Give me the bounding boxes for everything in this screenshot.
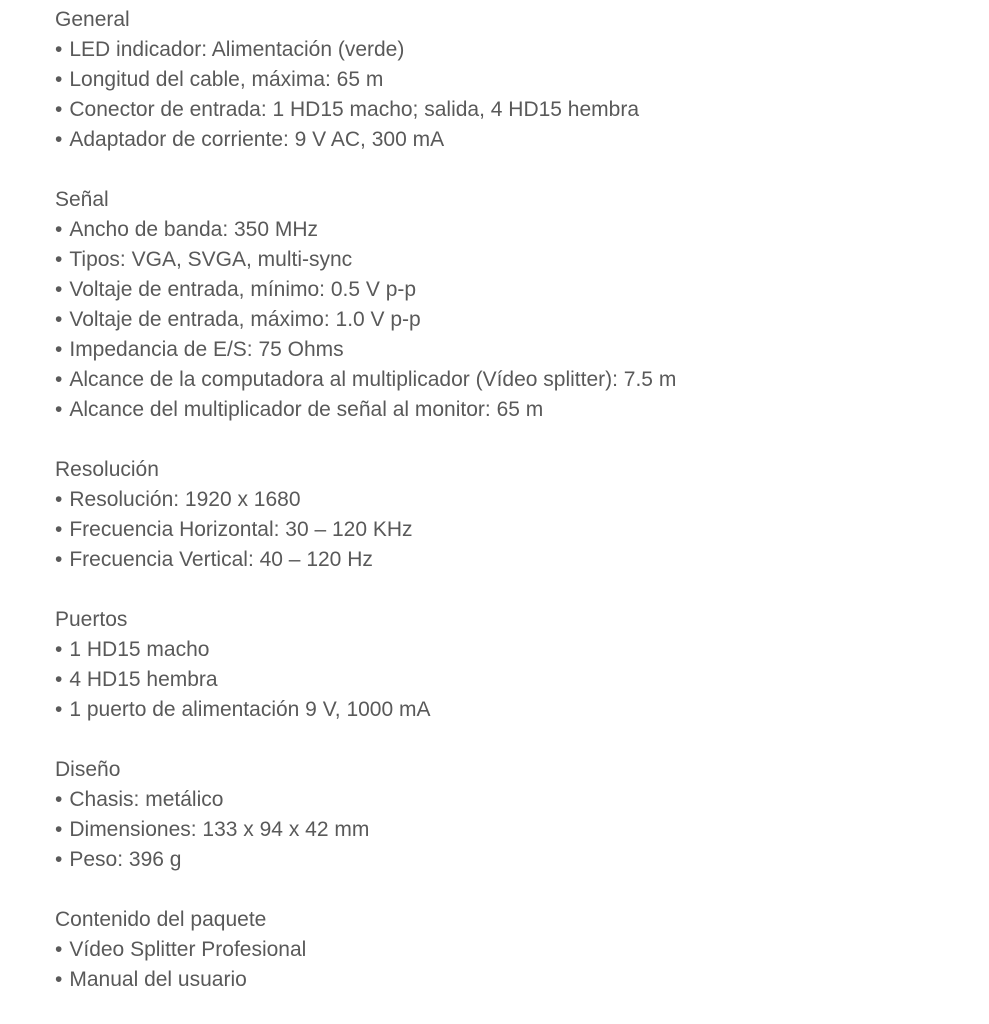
spec-item	[55, 35, 969, 65]
spec-section	[55, 455, 969, 575]
bullet-icon: •	[55, 248, 63, 271]
section-title: Resolución	[55, 458, 159, 481]
spec-item-text: Manual del usuario	[69, 968, 247, 991]
spec-item	[55, 395, 969, 425]
spec-item	[55, 935, 969, 965]
bullet-icon: •	[55, 818, 63, 841]
spec-item	[55, 785, 969, 815]
spec-item-text: Resolución: 1920 x 1680	[69, 488, 301, 511]
bullet-icon: •	[55, 638, 63, 661]
spec-item-text: Tipos: VGA, SVGA, multi-sync	[69, 248, 353, 271]
bullet-icon: •	[55, 278, 63, 301]
spec-item-text: Frecuencia Vertical: 40 – 120 Hz	[69, 548, 373, 571]
bullet-icon: •	[55, 308, 63, 331]
spec-item	[55, 125, 969, 155]
spec-item-text: Frecuencia Horizontal: 30 – 120 KHz	[69, 518, 413, 541]
spec-section	[55, 905, 969, 995]
spec-section	[55, 755, 969, 875]
spec-item-text: 4 HD15 hembra	[69, 668, 218, 691]
spec-item	[55, 305, 969, 335]
spec-section	[55, 5, 969, 155]
section-title: Puertos	[55, 608, 128, 631]
section-title: Diseño	[55, 758, 121, 781]
spec-item	[55, 485, 969, 515]
spec-item	[55, 635, 969, 665]
spec-item-text: Chasis: metálico	[69, 788, 224, 811]
spec-item	[55, 275, 969, 305]
spec-item	[55, 65, 969, 95]
bullet-icon: •	[55, 68, 63, 91]
bullet-icon: •	[55, 368, 63, 391]
spec-item-text: Voltaje de entrada, mínimo: 0.5 V p-p	[69, 278, 417, 301]
spec-item-text: Adaptador de corriente: 9 V AC, 300 mA	[69, 128, 445, 151]
bullet-icon: •	[55, 518, 63, 541]
spec-item	[55, 965, 969, 995]
spec-item-text: Impedancia de E/S: 75 Ohms	[69, 338, 344, 361]
bullet-icon: •	[55, 488, 63, 511]
bullet-icon: •	[55, 218, 63, 241]
bullet-icon: •	[55, 338, 63, 361]
section-title: Señal	[55, 188, 109, 211]
bullet-icon: •	[55, 968, 63, 991]
spec-item-text: 1 HD15 macho	[69, 638, 210, 661]
spec-item	[55, 245, 969, 275]
bullet-icon: •	[55, 938, 63, 961]
bullet-icon: •	[55, 668, 63, 691]
spec-item	[55, 665, 969, 695]
bullet-icon: •	[55, 128, 63, 151]
spec-item	[55, 215, 969, 245]
bullet-icon: •	[55, 788, 63, 811]
spec-section	[55, 605, 969, 725]
spec-item	[55, 695, 969, 725]
section-title: Contenido del paquete	[55, 908, 267, 931]
spec-item-text: 1 puerto de alimentación 9 V, 1000 mA	[69, 698, 431, 721]
bullet-icon: •	[55, 848, 63, 871]
spec-item	[55, 515, 969, 545]
spec-item-text: Conector de entrada: 1 HD15 macho; salida, 4 HD15 hembra	[69, 98, 640, 121]
spec-item	[55, 845, 969, 875]
spec-item	[55, 815, 969, 845]
spec-item	[55, 95, 969, 125]
bullet-icon: •	[55, 98, 63, 121]
spec-section	[55, 185, 969, 425]
spec-item-text: Ancho de banda: 350 MHz	[69, 218, 319, 241]
spec-item-text: LED indicador: Alimentación (verde)	[69, 38, 405, 61]
bullet-icon: •	[55, 548, 63, 571]
spec-item	[55, 545, 969, 575]
section-title: General	[55, 8, 130, 31]
spec-item	[55, 335, 969, 365]
bullet-icon: •	[55, 398, 63, 421]
spec-item-text: Voltaje de entrada, máximo: 1.0 V p-p	[69, 308, 421, 331]
spec-item-text: Dimensiones: 133 x 94 x 42 mm	[69, 818, 370, 841]
spec-item-text: Alcance de la computadora al multiplicador (Vídeo splitter): 7.5 m	[69, 368, 677, 391]
bullet-icon: •	[55, 38, 63, 61]
spec-item-text: Vídeo Splitter Profesional	[69, 938, 307, 961]
spec-item-text: Longitud del cable, máxima: 65 m	[69, 68, 384, 91]
bullet-icon: •	[55, 698, 63, 721]
spec-item	[55, 365, 969, 395]
spec-item-text: Alcance del multiplicador de señal al monitor: 65 m	[69, 398, 544, 421]
spec-item-text: Peso: 396 g	[69, 848, 182, 871]
